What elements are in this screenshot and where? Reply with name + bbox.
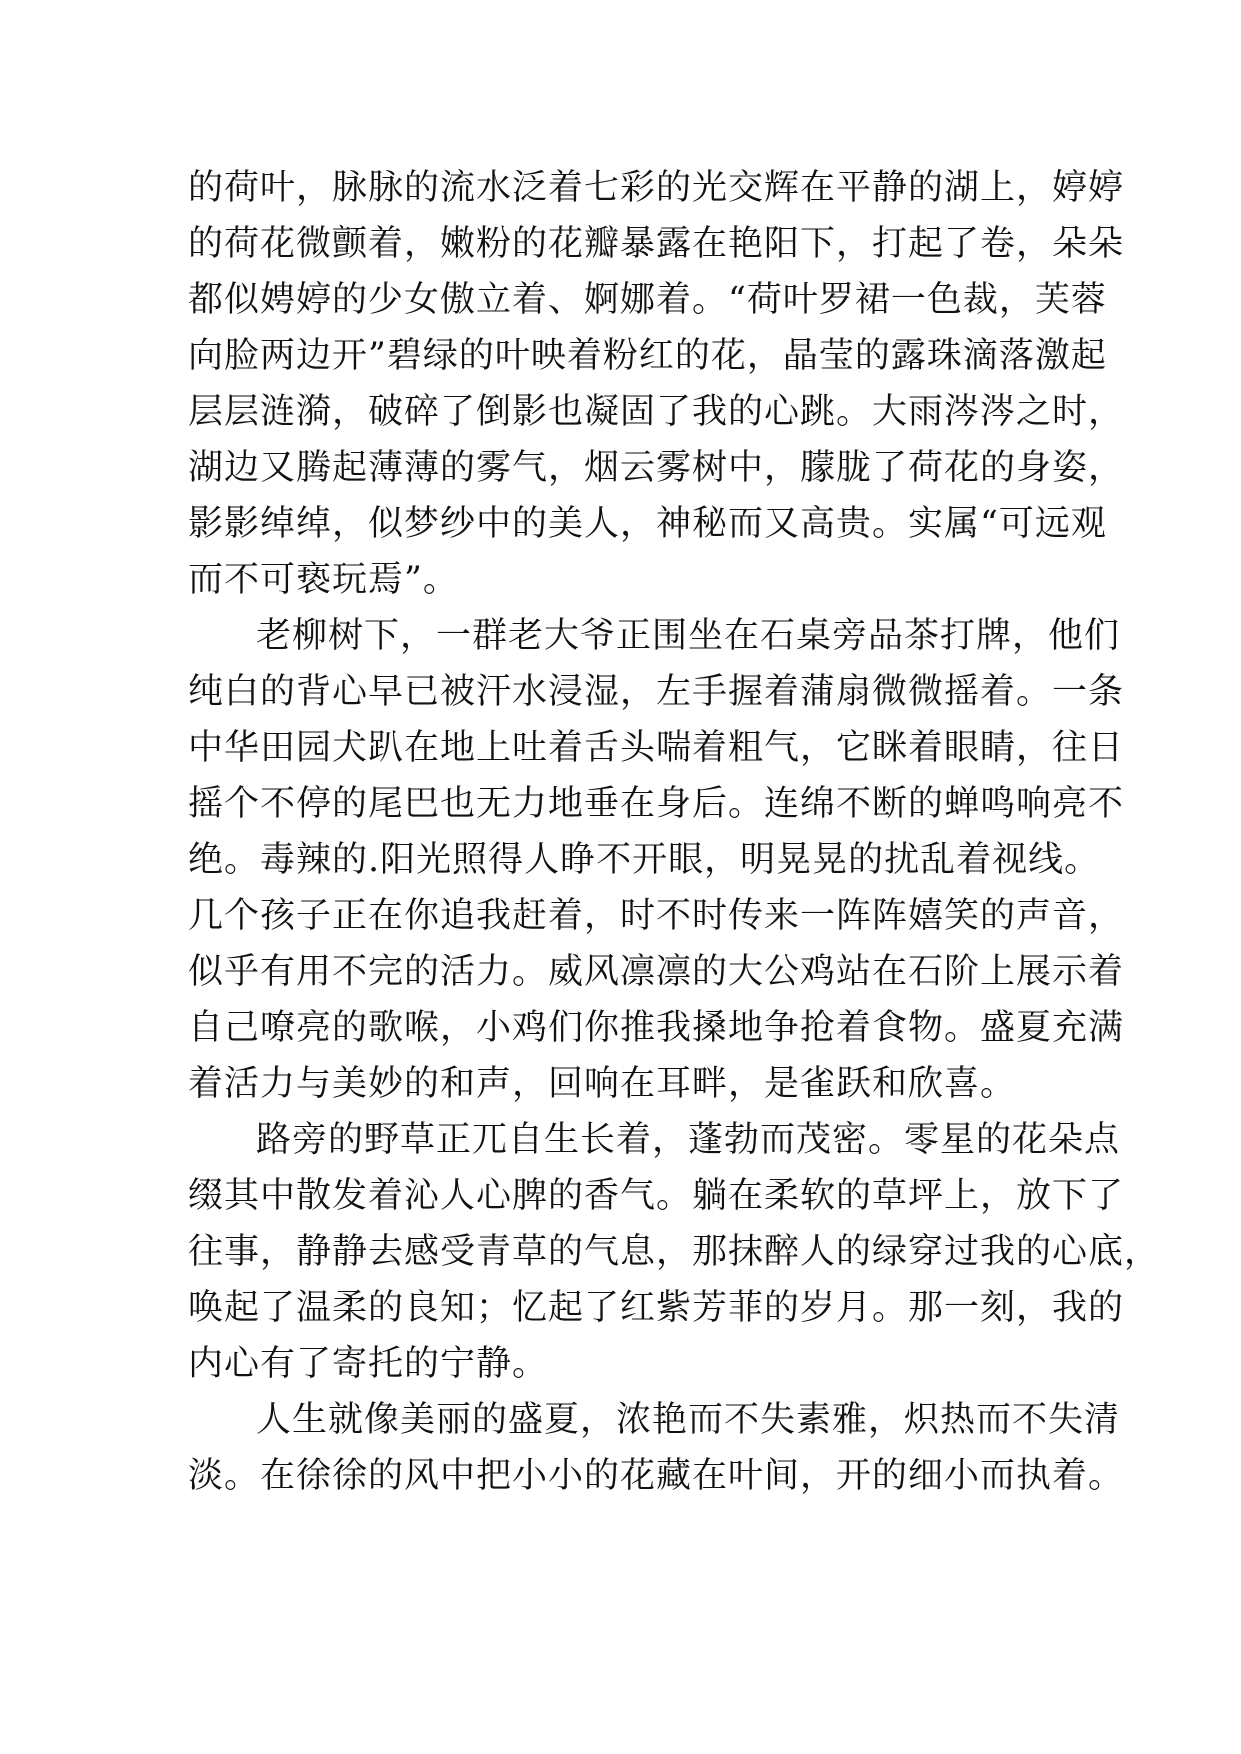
text-line: 几个孩子正在你追我赶着，时不时传来一阵阵嬉笑的声音，: [188, 896, 1125, 936]
paragraph-first-line: 人生就像美丽的盛夏，浓艳而不失素雅，炽热而不失清: [256, 1400, 1121, 1440]
text-line: 似乎有用不完的活力。威风凛凛的大公鸡站在石阶上展示着: [188, 952, 1125, 992]
text-line: 摇个不停的尾巴也无力地垂在身后。连绵不断的蝉鸣响亮不: [188, 784, 1125, 824]
text-line: 的荷花微颤着，嫩粉的花瓣暴露在艳阳下，打起了卷，朵朵: [188, 224, 1125, 264]
text-line: 都似娉婷的少女傲立着、婀娜着。“荷叶罗裙一色裁，芙蓉: [188, 280, 1107, 320]
text-line: 中华田园犬趴在地上吐着舌头喘着粗气，它眯着眼睛，往日: [188, 728, 1125, 768]
text-line: 内心有了寄托的宁静。: [188, 1344, 549, 1384]
text-line: 纯白的背心早已被汗水浸湿，左手握着蒲扇微微摇着。一条: [188, 672, 1125, 712]
paragraph-first-line: 老柳树下，一群老大爷正围坐在石桌旁品茶打牌，他们: [256, 616, 1121, 656]
paragraph-first-line: 路旁的野草正兀自生长着，蓬勃而茂密。零星的花朵点: [256, 1120, 1121, 1160]
text-line: 影影绰绰，似梦纱中的美人，神秘而又高贵。实属“可远观: [188, 504, 1107, 544]
text-line: 的荷叶，脉脉的流水泛着七彩的光交辉在平静的湖上，婷婷: [188, 168, 1125, 208]
text-line: 往事，静静去感受青草的气息，那抹醉人的绿穿过我的心底，: [188, 1232, 1161, 1272]
text-line: 着活力与美妙的和声，回响在耳畔，是雀跃和欣喜。: [188, 1064, 1017, 1104]
text-line: 缀其中散发着沁人心脾的香气。躺在柔软的草坪上，放下了: [188, 1176, 1125, 1216]
text-line: 淡。在徐徐的风中把小小的花藏在叶间，开的细小而执着。: [188, 1456, 1125, 1496]
text-line: 唤起了温柔的良知；忆起了红紫芳菲的岁月。那一刻，我的: [188, 1288, 1125, 1328]
text-line: 层层涟漪，破碎了倒影也凝固了我的心跳。大雨涔涔之时，: [188, 392, 1125, 432]
text-line: 而不可亵玩焉”。: [188, 560, 459, 600]
text-line: 绝。毒辣的.阳光照得人睁不开眼，明晃晃的扰乱着视线。: [188, 840, 1101, 880]
text-line: 向脸两边开”碧绿的叶映着粉红的花，晶莹的露珠滴落激起: [188, 336, 1107, 376]
text-line: 自己嘹亮的歌喉，小鸡们你推我搡地争抢着食物。盛夏充满: [188, 1008, 1125, 1048]
text-line: 湖边又腾起薄薄的雾气，烟云雾树中，朦胧了荷花的身姿，: [188, 448, 1125, 488]
